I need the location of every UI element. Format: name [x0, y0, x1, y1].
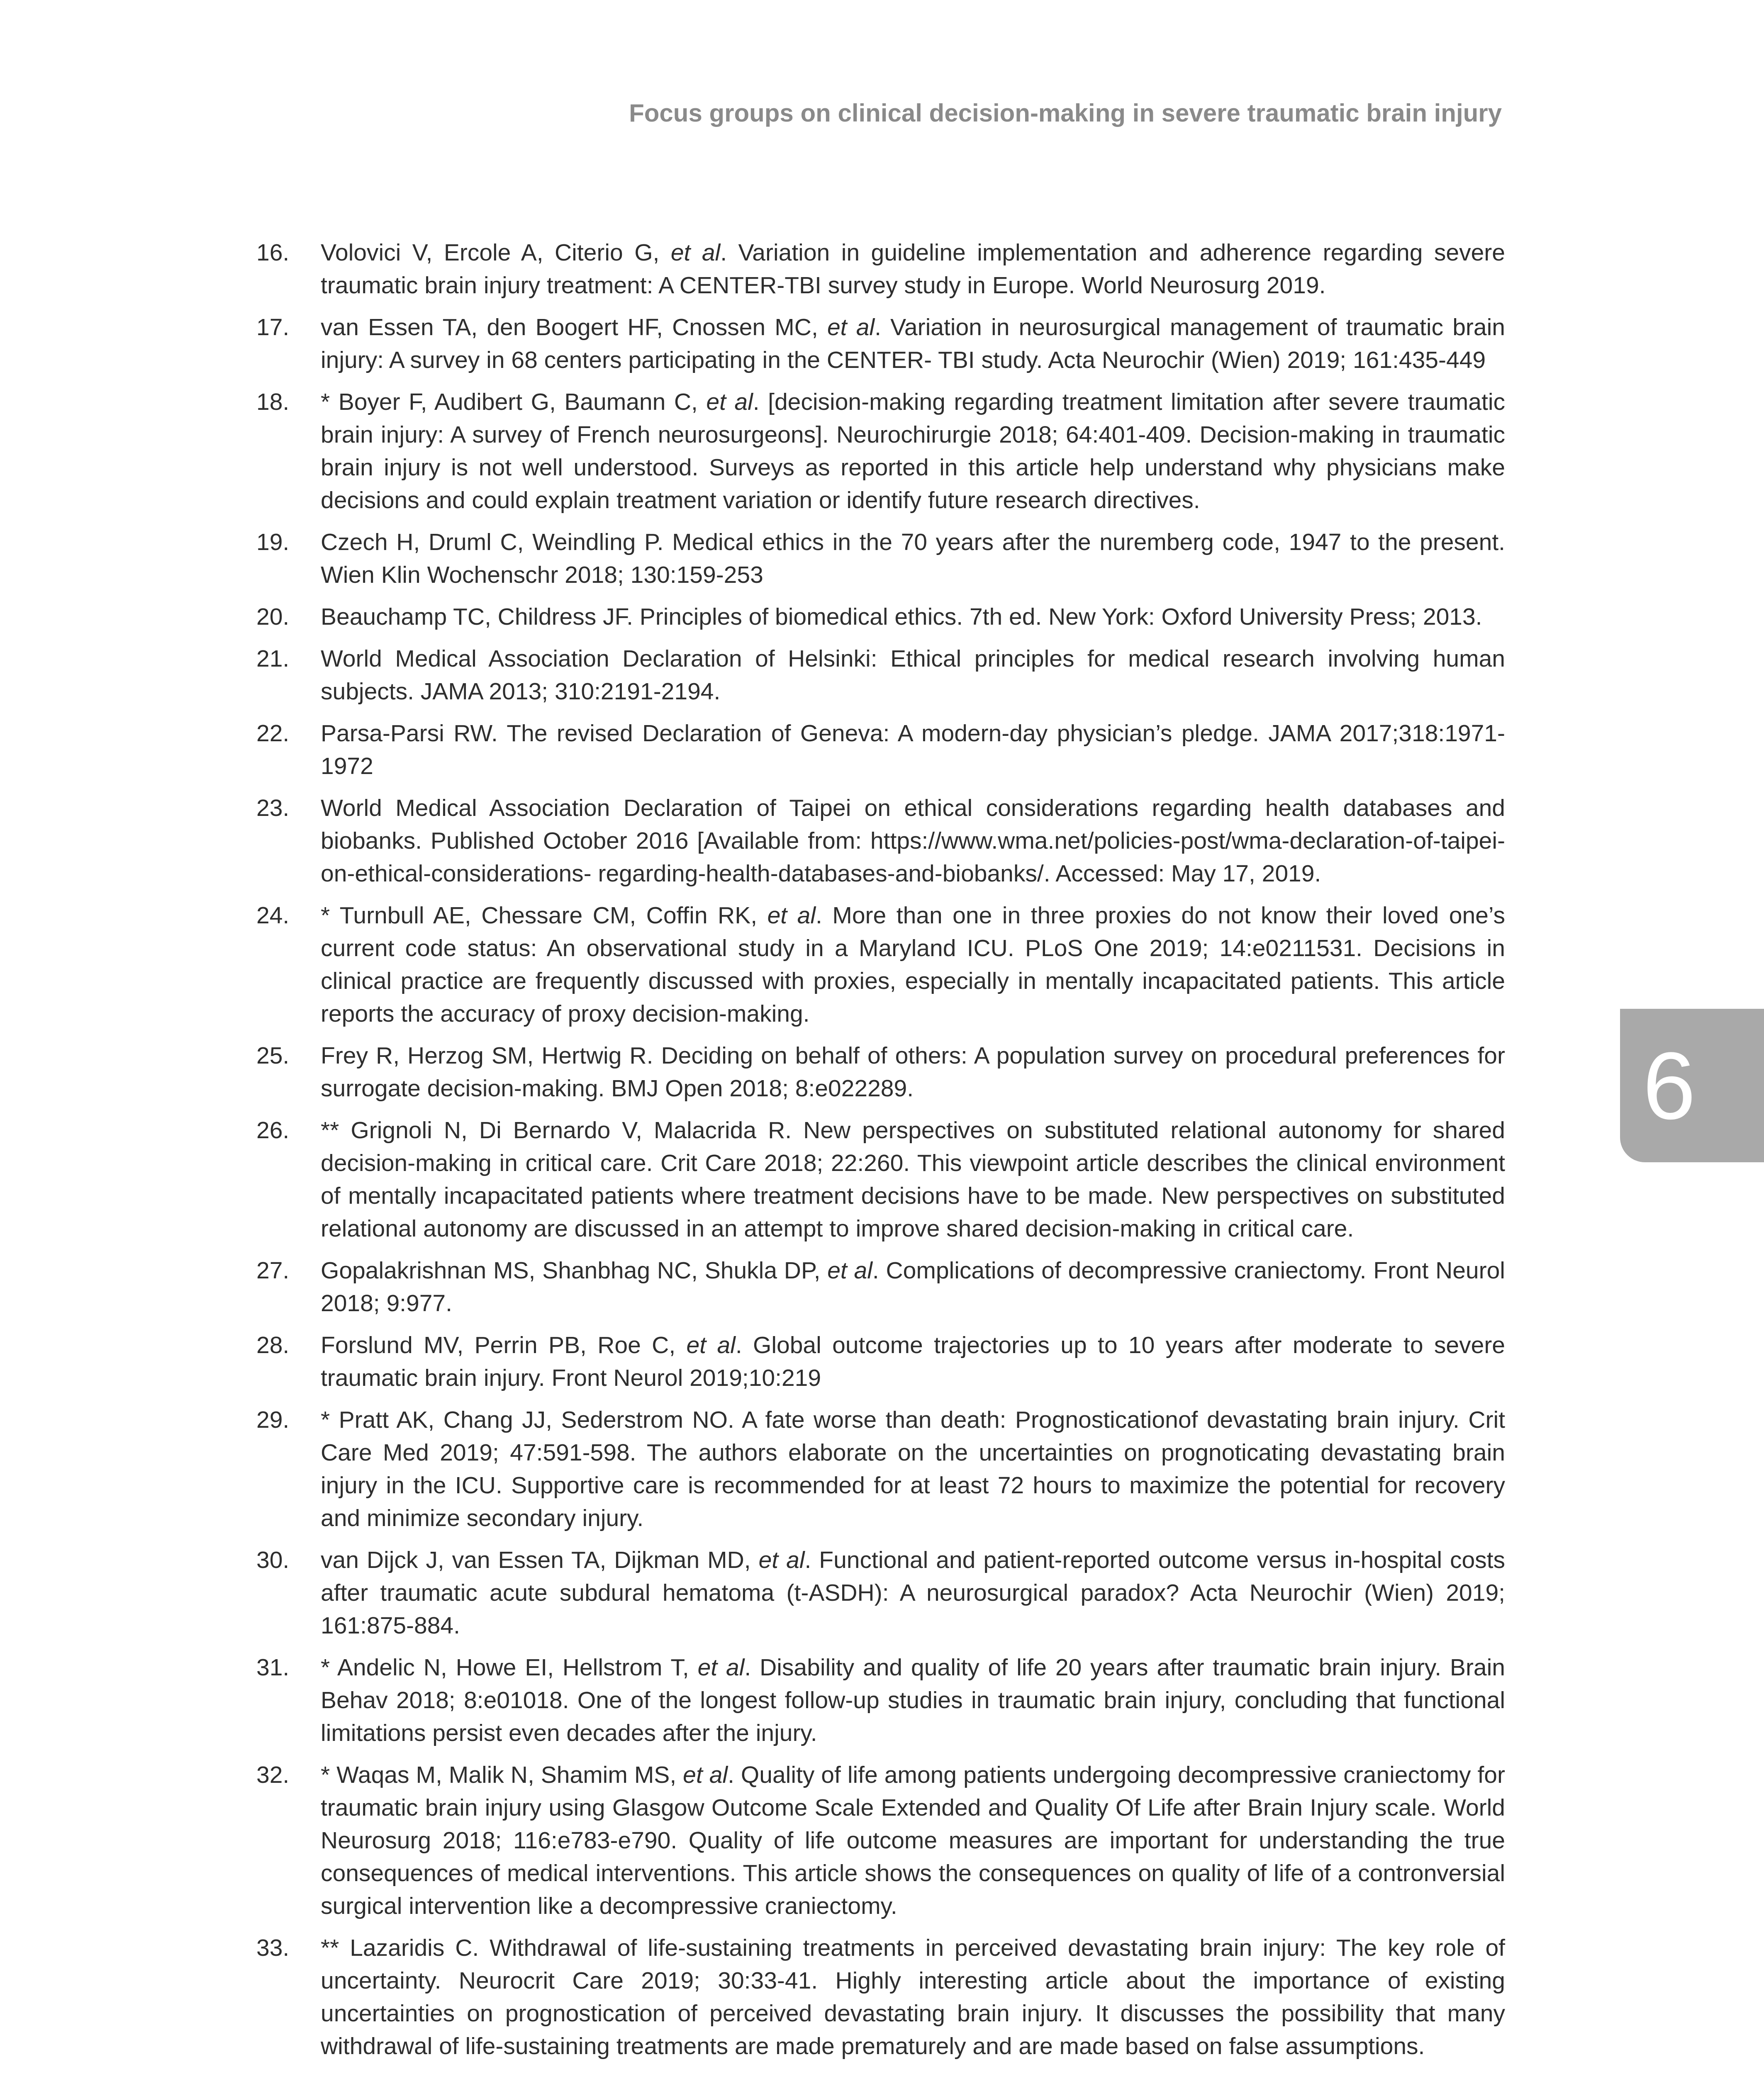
reference-item	[256, 1039, 1505, 1105]
reference-item	[256, 1114, 1505, 1245]
reference-item	[256, 899, 1505, 1030]
reference-text: Czech H, Druml C, Weindling P. Medical ethics in the 70 years after the nuremberg code, 1947 to the present. Wien Klin Wochenschr 2018; 130:159-253	[321, 529, 1505, 588]
reference-number: 17.	[256, 314, 290, 341]
reference-list	[256, 236, 1505, 2074]
reference-text: Frey R, Herzog SM, Hertwig R. Deciding on behalf of others: A population survey on procedural preferences for surrogate decision-making. BMJ Open 2018; 8:e022289.	[321, 1042, 1505, 1102]
reference-item	[256, 792, 1505, 890]
reference-item	[256, 1651, 1505, 1750]
reference-text: Forslund MV, Perrin PB, Roe C, et al. Global outcome trajectories up to 10 years after moderate to severe traumatic brain injury. Front Neurol 2019;10:219	[321, 1332, 1505, 1391]
reference-text: * Turnbull AE, Chessare CM, Coffin RK, et al. More than one in three proxies do not know their loved one’s current code status: An observational study in a Maryland ICU. PLoS One 2019; 14:e0211531. Decisions in clinical practice are frequently discussed with proxies, especially in mentally incapacitated patients. This article reports the accuracy of proxy decision-making.	[321, 902, 1505, 1027]
reference-number: 30.	[256, 1547, 290, 1573]
reference-text: van Essen TA, den Boogert HF, Cnossen MC, et al. Variation in neurosurgical management of traumatic brain injury: A survey in 68 centers participating in the CENTER- TBI study. Acta Neurochir (Wien) 2019; 161:435-449	[321, 314, 1505, 373]
reference-text: * Pratt AK, Chang JJ, Sederstrom NO. A fate worse than death: Prognosticationof devastating brain injury. Crit Care Med 2019; 47:591-598. The authors elaborate on the uncertainties on prognoticating devastating brain injury in the ICU. Supportive care is recommended for at least 72 hours to maximize the potential for recovery and minimize secondary injury.	[321, 1407, 1505, 1531]
chapter-number: 6	[1642, 1032, 1696, 1139]
reference-item	[256, 1544, 1505, 1642]
reference-item	[256, 236, 1505, 302]
reference-number: 32.	[256, 1762, 290, 1788]
reference-text: World Medical Association Declaration of Helsinki: Ethical principles for medical research involving human subjects. JAMA 2013; 310:2191-2194.	[321, 645, 1505, 705]
reference-text: van Dijck J, van Essen TA, Dijkman MD, et al. Functional and patient-reported outcome versus in-hospital costs after traumatic acute subdural hematoma (t-ASDH): A neurosurgical paradox? Acta Neurochir (Wien) 2019; 161:875-884.	[321, 1547, 1505, 1639]
reference-number: 27.	[256, 1257, 290, 1284]
reference-item	[256, 643, 1505, 708]
reference-text: * Andelic N, Howe EI, Hellstrom T, et al. Disability and quality of life 20 years after traumatic brain injury. Brain Behav 2018; 8:e01018. One of the longest follow-up studies in traumatic brain injury, concluding that functional limitations persist even decades after the injury.	[321, 1654, 1505, 1746]
reference-item	[256, 2072, 1505, 2074]
reference-number: 19.	[256, 529, 290, 555]
reference-item	[256, 1329, 1505, 1395]
running-title: Focus groups on clinical decision-making in severe traumatic brain injury	[629, 99, 1502, 127]
reference-number	[256, 2072, 321, 2074]
reference-text: Beauchamp TC, Childress JF. Principles of biomedical ethics. 7th ed. New York: Oxford University Press; 2013.	[321, 604, 1482, 630]
reference-text: World Medical Association Declaration of Taipei on ethical considerations regarding health databases and biobanks. Published October 2016 [Available from: https://www.wma.net/policies-post/wma-declaration-of-taipei-on-ethical-considerations- regarding-health-databases-and-biobanks/. Accessed: May 17, 2019.	[321, 795, 1505, 887]
reference-item	[256, 1932, 1505, 2063]
reference-item	[256, 526, 1505, 592]
reference-number: 21.	[256, 645, 290, 672]
reference-item	[256, 311, 1505, 377]
reference-number: 25.	[256, 1042, 290, 1069]
reference-item	[256, 601, 1505, 633]
reference-number: 16.	[256, 239, 290, 266]
reference-number: 23.	[256, 795, 290, 821]
reference-text: Parsa-Parsi RW. The revised Declaration of Geneva: A modern-day physician’s pledge. JAMA 2017;318:1971-1972	[321, 720, 1505, 779]
reference-item	[256, 1254, 1505, 1320]
reference-item	[256, 717, 1505, 783]
reference-text: * Boyer F, Audibert G, Baumann C, et al. [decision-making regarding treatment limitation after severe traumatic brain injury: A survey of French neurosurgeons]. Neurochirurgie 2018; 64:401-409. Decision-making in traumatic brain injury is not well understood. Surveys as reported in this article help understand why physicians make decisions and could explain treatment variation or identify future research directives.	[321, 389, 1505, 514]
reference-item	[256, 1404, 1505, 1535]
reference-number: 26.	[256, 1117, 290, 1144]
reference-number: 29.	[256, 1407, 290, 1433]
reference-text: Gopalakrishnan MS, Shanbhag NC, Shukla DP, et al. Complications of decompressive craniectomy. Front Neurol 2018; 9:977.	[321, 1257, 1505, 1317]
reference-item	[256, 386, 1505, 517]
reference-number: 33.	[256, 1935, 290, 1961]
reference-number: 31.	[256, 1654, 290, 1681]
reference-text: ** Grignoli N, Di Bernardo V, Malacrida R. New perspectives on substituted relational autonomy for shared decision-making in critical care. Crit Care 2018; 22:260. This viewpoint article describes the clinical environment of mentally incapacitated patients where treatment decisions have to be made. New perspectives on substituted relational autonomy are discussed in an attempt to improve shared decision-making in critical care.	[321, 1117, 1505, 1242]
reference-item	[256, 1759, 1505, 1923]
reference-number: 24.	[256, 902, 290, 929]
reference-number: 20.	[256, 604, 290, 630]
reference-text	[321, 2072, 1505, 2074]
reference-text: Volovici V, Ercole A, Citerio G, et al. Variation in guideline implementation and adherence regarding severe traumatic brain injury treatment: A CENTER-TBI survey study in Europe. World Neurosurg 2019.	[321, 239, 1505, 299]
chapter-tab	[1620, 1009, 1764, 1162]
reference-number: 22.	[256, 720, 290, 747]
reference-text: * Waqas M, Malik N, Shamim MS, et al. Quality of life among patients undergoing decompressive craniectomy for traumatic brain injury using Glasgow Outcome Scale Extended and Quality Of Life after Brain Injury scale. World Neurosurg 2018; 116:e783-e790. Quality of life outcome measures are important for understanding the true consequences of medical interventions. This article shows the consequences on quality of life of a contronversial surgical intervention like a decompressive craniectomy.	[321, 1762, 1505, 1919]
reference-number: 18.	[256, 389, 290, 415]
reference-number: 28.	[256, 1332, 290, 1358]
reference-text: ** Lazaridis C. Withdrawal of life-sustaining treatments in perceived devastating brain injury: The key role of uncertainty. Neurocrit Care 2019; 30:33-41. Highly interesting article about the importance of existing uncertainties on prognostication of perceived devastating brain injury. It discusses the possibility that many withdrawal of life-sustaining treatments are made prematurely and are made based on false assumptions.	[321, 1935, 1505, 2059]
